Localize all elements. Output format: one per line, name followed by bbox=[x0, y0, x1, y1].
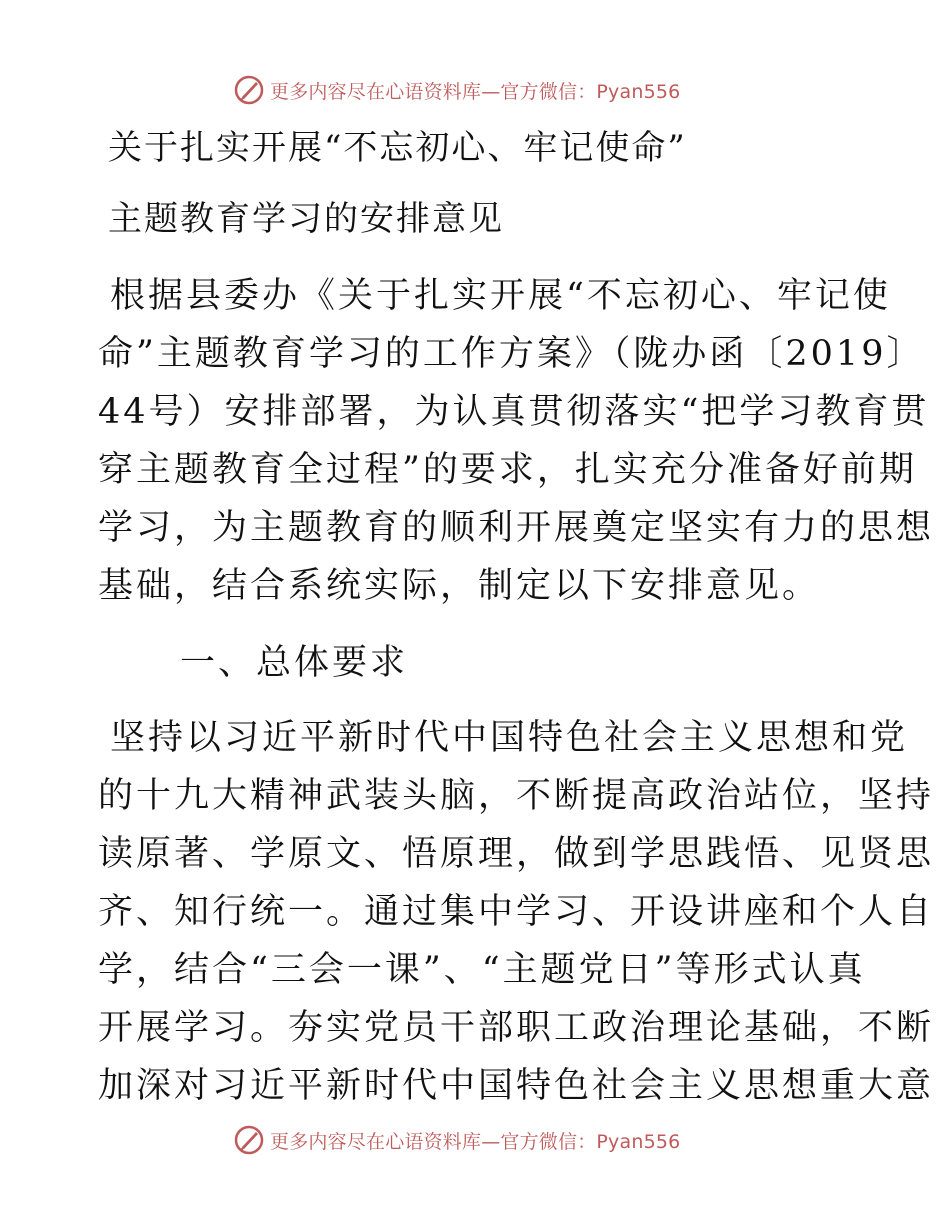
intro-line: 穿主题教育全过程”的要求，扎实充分准备好前期 bbox=[98, 450, 917, 490]
section-heading: 一、总体要求 bbox=[180, 643, 409, 683]
quill-seal-icon bbox=[232, 1123, 266, 1157]
watermark-text: 更多内容尽在心语资料库—官方微信：Pyan556 bbox=[270, 80, 681, 103]
intro-line: 基础，结合系统实际，制定以下安排意见。 bbox=[98, 566, 821, 606]
section-body-line: 读原著、学原文、悟原理，做到学思践悟、见贤思 bbox=[98, 834, 935, 874]
watermark-text: 更多内容尽在心语资料库—官方微信：Pyan556 bbox=[270, 1130, 681, 1153]
section-body-line: 开展学习。夯实党员干部职工政治理论基础，不断 bbox=[98, 1008, 935, 1048]
intro-line: 根据县委办《关于扎实开展“不忘初心、牢记使 bbox=[110, 276, 891, 316]
intro-line: 学习，为主题教育的顺利开展奠定坚实有力的思想 bbox=[98, 508, 935, 548]
section-body-line: 坚持以习近平新时代中国特色社会主义思想和党 bbox=[110, 718, 909, 758]
intro-line: 44号）安排部署，为认真贯彻落实“把学习教育贯 bbox=[98, 392, 930, 432]
watermark-footer bbox=[232, 1122, 712, 1158]
document-title-line-2: 主题教育学习的安排意见 bbox=[108, 199, 504, 239]
document-title-line-1: 关于扎实开展“不忘初心、牢记使命” bbox=[108, 128, 687, 168]
section-body-line: 齐、知行统一。通过集中学习、开设讲座和个人自 bbox=[98, 892, 935, 932]
section-body-line: 加深对习近平新时代中国特色社会主义思想重大意 bbox=[98, 1066, 935, 1106]
intro-line: 命”主题教育学习的工作方案》（陇办函〔2019〕 bbox=[98, 334, 925, 374]
section-body-line: 的十九大精神武装头脑，不断提高政治站位，坚持 bbox=[98, 776, 935, 816]
quill-seal-icon bbox=[232, 73, 266, 107]
watermark-header bbox=[232, 72, 712, 108]
section-body-line: 学，结合“三会一课”、“主题党日”等形式认真 bbox=[98, 950, 866, 990]
